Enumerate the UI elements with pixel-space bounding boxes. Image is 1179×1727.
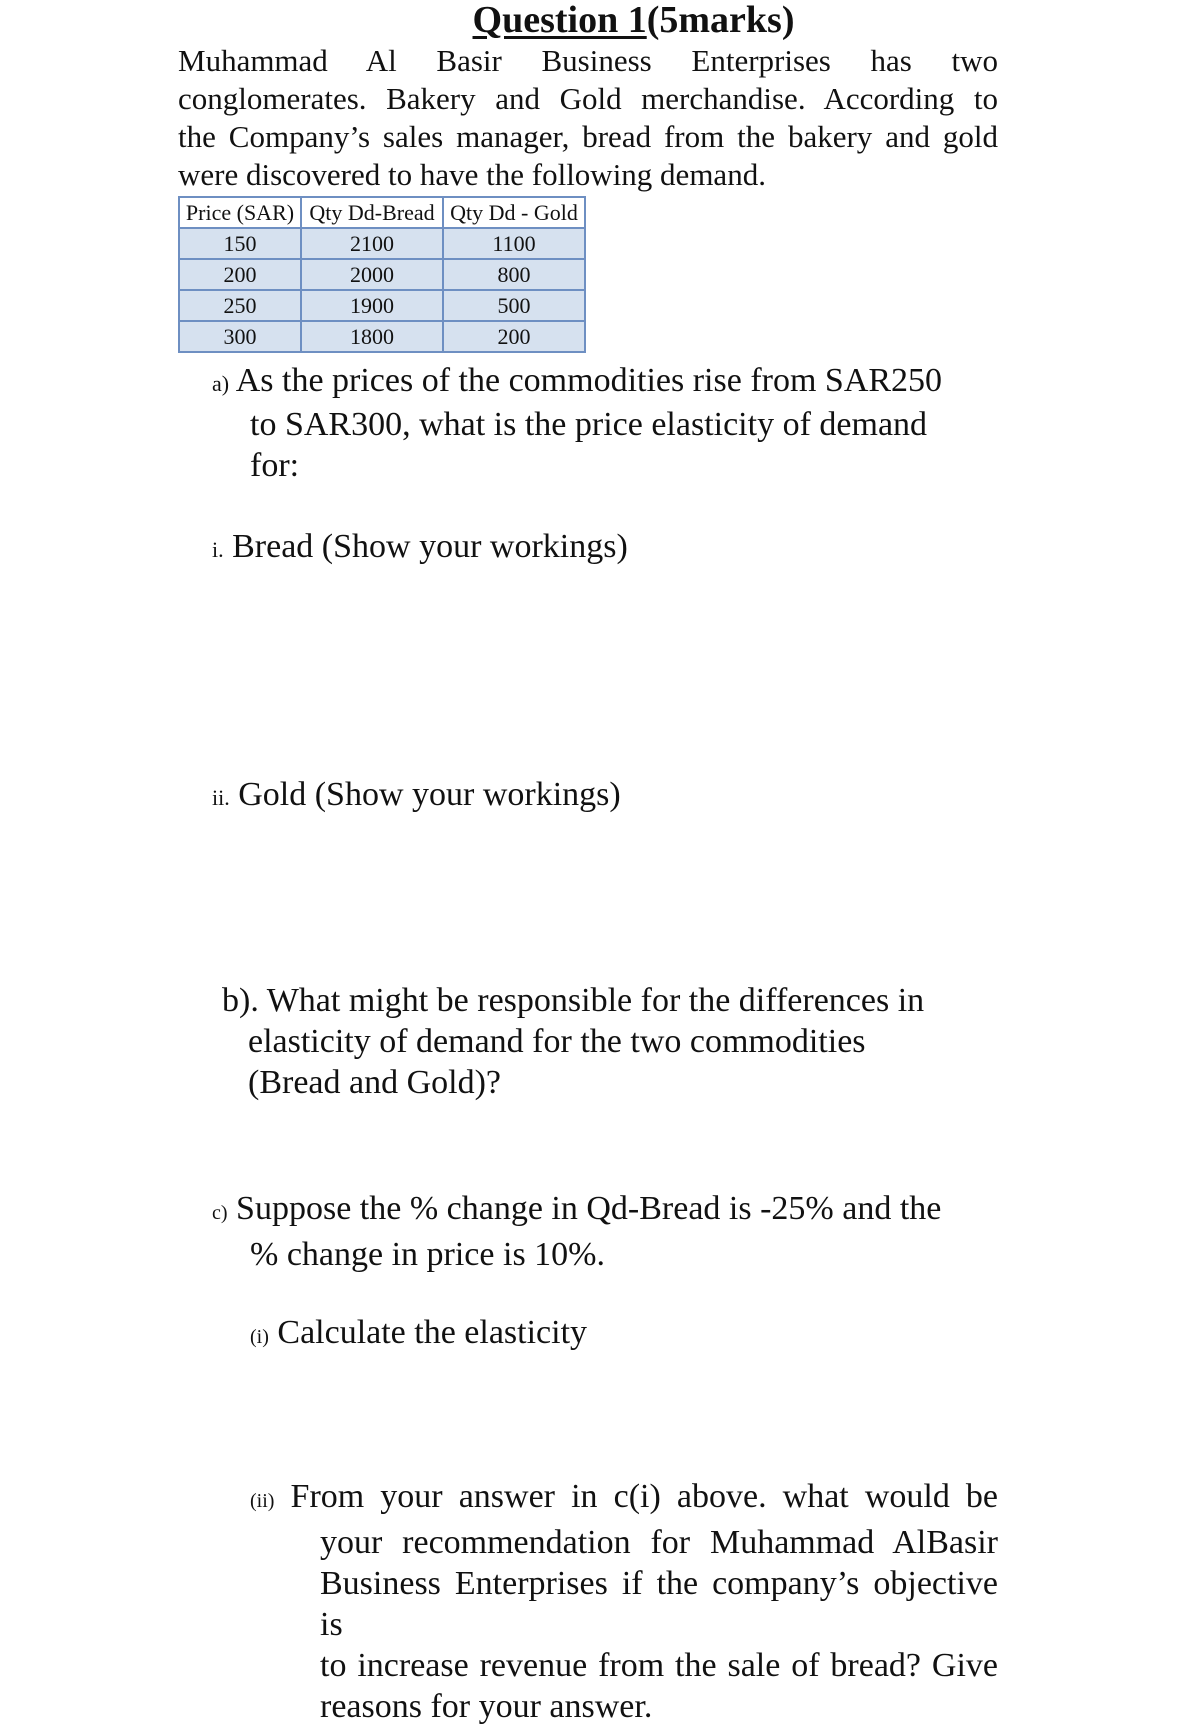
question-c-line: % change in price is 10%. (250, 1236, 605, 1273)
question-a-label: a) (212, 371, 230, 396)
table-header-row (179, 197, 585, 228)
question-c-ii-line: your recommendation for Muhammad AlBasir (320, 1524, 998, 1561)
header-qty-bread: Qty Dd-Bread (301, 197, 443, 228)
question-a-line: for: (250, 447, 300, 484)
question-c-ii (250, 1476, 998, 1727)
cell-qty-gold: 1100 (443, 228, 585, 259)
question-c-ii-line: Business Enterprises if the company’s objective is (320, 1565, 998, 1643)
question-c-label: c) (212, 1202, 228, 1224)
question-a-line: As the prices of the commodities rise from SAR250 (235, 362, 943, 399)
question-a-i (212, 526, 912, 570)
question-c-ii-line: From your answer in c(i) above. what would be (290, 1478, 999, 1515)
demand-table (178, 196, 586, 353)
question-b-line: elasticity of demand for the two commodities (248, 1023, 866, 1060)
question-b-line: (Bread and Gold)? (248, 1064, 502, 1101)
question-a-i-text: Bread (Show your workings) (232, 528, 628, 565)
intro-line: Muhammad Al Basir Business Enterprises has two (178, 43, 998, 78)
question-c-i-text: Calculate the elasticity (277, 1314, 588, 1351)
cell-price: 200 (179, 259, 301, 290)
question-c-ii-label: (ii) (250, 1490, 275, 1512)
question-c-ii-line: reasons for your answer. (320, 1688, 653, 1725)
question-a-i-label: i. (212, 537, 224, 562)
question-number: Question 1 (472, 0, 647, 41)
intro-line: were discovered to have the following demand. (178, 157, 766, 192)
question-a-ii-text: Gold (Show your workings) (238, 776, 621, 813)
question-c (212, 1188, 1012, 1275)
intro-paragraph (178, 42, 998, 194)
cell-qty-gold: 500 (443, 290, 585, 321)
table-row (179, 321, 585, 352)
cell-qty-bread: 1900 (301, 290, 443, 321)
question-c-line: Suppose the % change in Qd-Bread is -25% and the (236, 1190, 942, 1227)
intro-line: the Company’s sales manager, bread from the bakery and gold (178, 119, 998, 154)
question-b (222, 980, 1002, 1103)
cell-qty-bread: 2000 (301, 259, 443, 290)
question-a-line: to SAR300, what is the price elasticity of demand (250, 406, 928, 443)
question-a-ii (212, 774, 912, 818)
cell-price: 150 (179, 228, 301, 259)
question-c-i-label: (i) (250, 1326, 269, 1348)
cell-price: 300 (179, 321, 301, 352)
header-qty-gold: Qty Dd - Gold (443, 197, 585, 228)
table-row (179, 228, 585, 259)
question-c-ii-first-line (250, 1476, 998, 1522)
question-title (0, 0, 1179, 40)
table-row (179, 259, 585, 290)
cell-qty-gold: 800 (443, 259, 585, 290)
question-a-ii-label: ii. (212, 785, 230, 810)
cell-qty-bread: 1800 (301, 321, 443, 352)
intro-line: conglomerates. Bakery and Gold merchandise. According to (178, 81, 998, 116)
table-row (179, 290, 585, 321)
cell-qty-bread: 2100 (301, 228, 443, 259)
question-b-line: b). What might be responsible for the differences in (222, 982, 925, 1019)
question-marks: (5marks) (646, 0, 795, 41)
header-price: Price (SAR) (179, 197, 301, 228)
question-c-i (250, 1312, 950, 1358)
question-a (212, 360, 1012, 486)
cell-price: 250 (179, 290, 301, 321)
question-c-ii-line: to increase revenue from the sale of bread? Give (320, 1647, 998, 1684)
cell-qty-gold: 200 (443, 321, 585, 352)
